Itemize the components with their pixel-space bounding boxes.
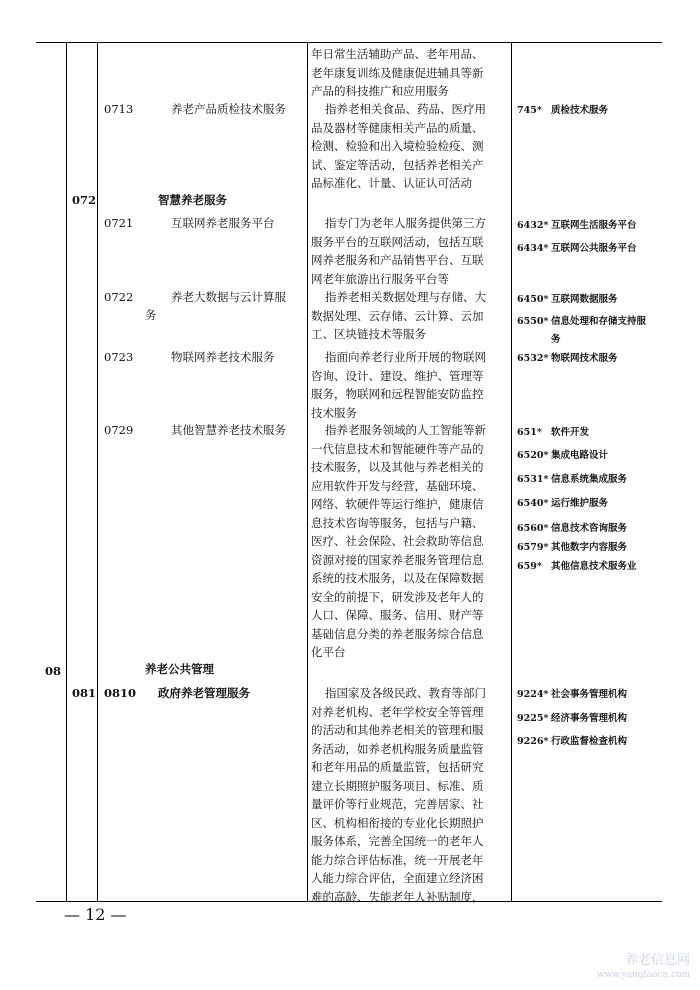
desc-line: 人能力综合评估，全面建立经济困 [311,871,484,885]
ref-6531 [517,471,627,485]
desc-line: 建立长期照护服务项目、标准、质 [311,778,484,793]
desc-line: 应用软件开发与经营，基础环境、 [311,478,484,493]
ref-6579 [517,539,627,553]
ref-code: 9225* [517,713,549,724]
ref-name: 互联网公共服务平台 [551,243,637,254]
ref-name: 行政监督检查机构 [551,736,628,747]
desc-line: 网络、软硬件等运行维护，健康信 [311,497,484,511]
ref-name: 信息系统集成服务 [551,474,628,485]
ref-code: 6540* [517,498,549,509]
desc-line: 资源对接的国家养老服务管理信息 [311,552,484,567]
code-0810: 0810 [104,686,137,700]
col-divider-1 [66,42,67,902]
desc-line: 量评价等行业规范，完善居家、社 [311,797,484,811]
ref-code: 651* [517,427,542,438]
desc-line: 和老年用品的质量监管，包括研究 [311,760,484,774]
name-072: 智慧养老服务 [158,193,227,207]
ref-name: 软件开发 [551,427,590,438]
desc-line: 务活动，如养老机构服务质量监管 [311,741,484,756]
code-0723: 0723 [104,350,134,364]
ref-6532 [517,350,618,364]
name-0722-wrap: 务 [145,308,157,322]
desc-line: 指养老服务领域的人工智能等新 [325,423,486,437]
watermark-title: 养老信息网 [624,953,690,968]
desc-0721 [311,214,506,288]
desc-line: 化平台 [311,645,346,659]
desc-line: 能力综合评估标准，统一开展老年 [311,852,484,867]
ref-name: 社会事务管理机构 [551,689,628,700]
ref-651 [517,424,589,438]
desc-line: 网老年旅游出行服务平台等 [311,271,449,286]
table-top-border [36,42,662,43]
desc-0722 [311,288,506,344]
ref-code: 6532* [517,353,549,364]
desc-line: 息技术咨询等服务，包括与户籍、 [311,515,484,530]
name-0722: 养老大数据与云计算服 [171,290,286,304]
desc-line: 医疗、社会保险、社会救助等信息 [311,534,484,548]
desc-line: 数据处理、云存储、云计算、云加 [311,308,484,323]
ref-6450 [517,291,618,305]
code-08: 08 [45,664,62,678]
desc-line: 对养老机构、老年学校安全等管理 [311,704,484,719]
ref-name: 互联网数据服务 [551,294,618,305]
ref-name: 信息技术咨询服务 [551,523,628,534]
ref-9226 [517,733,627,747]
desc-line: 技术服务，以及其他与养老相关的 [311,460,484,474]
ref-9224 [517,686,627,700]
desc-line: 技术服务 [311,405,357,420]
desc-line: 品及器材等健康相关产品的质量、 [311,120,484,135]
desc-line: 指国家及各级民政、教育等部门 [325,686,486,700]
desc-line: 咨询、设计、建设、维护、管理等 [311,368,484,383]
name-0721: 互联网养老服务平台 [171,216,275,230]
desc-line: 区、机构相衔接的专业化长期照护 [311,815,484,830]
desc-line: 系统的技术服务，以及在保障数据 [311,571,484,585]
page-number: — 12 — [64,905,127,924]
desc-line: 工、区块链技术等服务 [311,327,426,341]
code-0729: 0729 [104,423,134,437]
ref-659 [517,558,637,572]
desc-line: 老年康复训练及健康促进辅具等新 [311,65,484,80]
col-divider-4 [511,42,512,902]
desc-line: 安全的前提下，研发涉及老年人的 [311,589,484,604]
ref-6432 [517,217,637,231]
code-0721: 0721 [104,216,134,230]
ref-6550-wrap: 务 [551,334,561,345]
watermark [597,954,690,982]
ref-code: 6450* [517,294,549,305]
desc-line: 试、鉴定等活动，包括养老相关产 [311,157,484,172]
desc-line: 服务体系，完善全国统一的老年人 [311,834,484,848]
name-0729: 其他智慧养老技术服务 [171,423,286,437]
desc-0729 [311,421,506,662]
ref-name: 信息处理和存储支持服 [551,316,647,327]
desc-line: 指面向养老行业所开展的物联网 [325,350,486,364]
desc-0713 [325,100,510,119]
ref-code: 659* [517,561,542,572]
ref-code: 6520* [517,450,549,461]
ref-code: 6434* [517,243,549,254]
desc-line: 检测、检验和出入境检验检疫、测 [311,139,484,153]
ref-code: 6531* [517,474,549,485]
ref-6520 [517,447,608,461]
desc-line: 指养老相关数据处理与存储、大 [325,290,486,304]
desc-line: 人口、保障、服务、信用、财产等 [311,608,484,622]
desc-line: 年日常生活辅助产品、老年用品、 [311,47,484,61]
col-divider-2 [97,42,98,902]
desc-line: 指专门为老年人服务提供第三方 [325,216,486,230]
name-0713: 养老产品质检技术服务 [171,102,286,116]
desc-line: 指养老相关食品、药品、医疗用 [325,102,486,116]
name-08: 养老公共管理 [145,662,214,676]
desc-0723 [311,348,506,422]
ref-9225 [517,710,627,724]
desc-line: 的活动和其他养老相关的管理和服 [311,723,484,737]
name-0723: 物联网养老技术服务 [171,350,275,364]
code-081: 081 [72,686,97,700]
col-divider-3 [307,42,308,902]
ref-name: 运行维护服务 [551,498,609,509]
desc-line: 品标准化、计量、认证认可活动 [311,176,472,190]
ref-6550 [517,313,646,327]
desc-line: 难的高龄、失能老年人补贴制度， [311,889,484,904]
ref-name: 其他信息技术服务业 [551,561,637,572]
desc-line: 服务平台的互联网活动，包括互联 [311,234,484,249]
desc-0810 [311,684,506,906]
code-072: 072 [72,193,97,207]
desc-line: 网养老服务和产品销售平台、互联 [311,253,484,267]
ref-code: 6432* [517,220,549,231]
watermark-url: www.yanglaocn.com [596,970,690,980]
code-0713: 0713 [104,102,134,116]
desc-line: 产品的科技推广和应用服务 [311,84,449,98]
ref-name: 互联网生活服务平台 [551,220,637,231]
desc-line: 一代信息技术和智能硬件等产品的 [311,441,484,456]
desc-line: 服务，物联网和远程智能安防监控 [311,387,484,401]
ref-6540 [517,495,608,509]
ref-name: 集成电路设计 [551,450,609,461]
ref-6560 [517,520,627,534]
desc-0713-body [311,119,506,193]
ref-6434 [517,240,637,254]
desc-line: 基础信息分类的养老服务综合信息 [311,626,484,641]
ref-name: 物联网技术服务 [551,353,618,364]
ref-code: 9226* [517,736,549,747]
ref-code: 6560* [517,523,549,534]
ref-code: 6579* [517,542,549,553]
ref-name: 质检技术服务 [551,105,609,116]
ref-code: 6550* [517,316,549,327]
ref-code: 745* [517,105,542,116]
ref-code: 9224* [517,689,549,700]
name-0810: 政府养老管理服务 [158,686,250,700]
ref-745 [517,102,608,116]
code-0722: 0722 [104,290,134,304]
desc-0713-continued [311,45,506,101]
ref-name: 其他数字内容服务 [551,542,628,553]
ref-name: 经济事务管理机构 [551,713,628,724]
